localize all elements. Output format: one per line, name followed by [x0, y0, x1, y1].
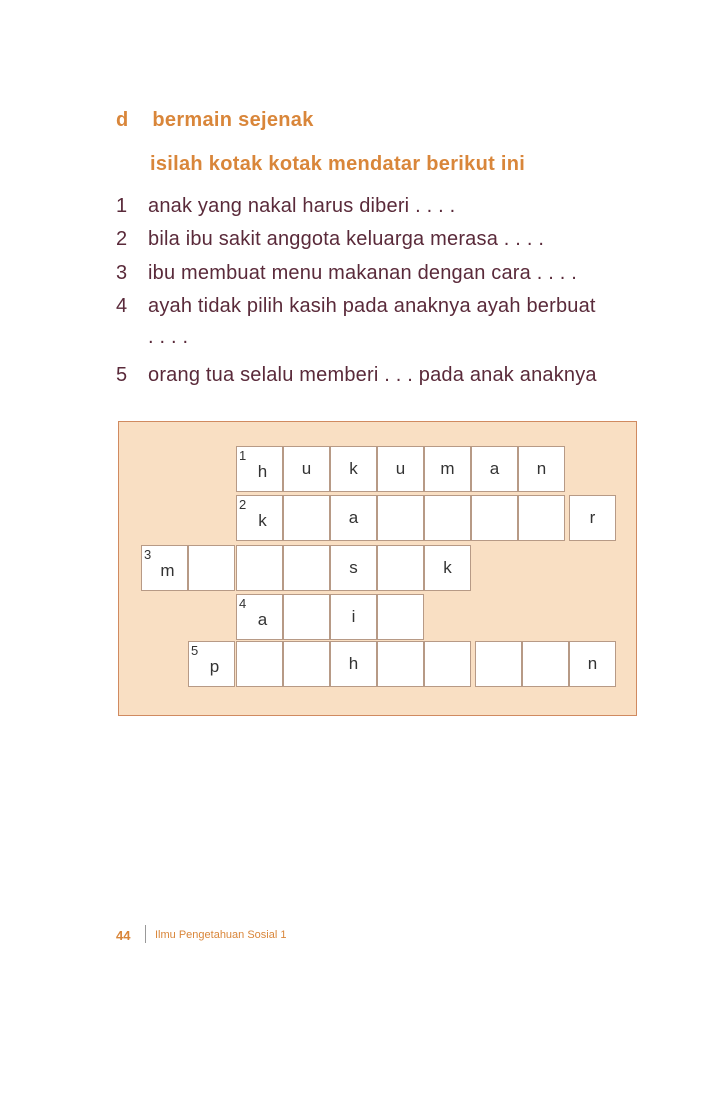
- question-text-continuation: . . . .: [148, 326, 189, 348]
- crossword-cell[interactable]: [518, 495, 565, 541]
- clue-number: 1: [239, 448, 247, 463]
- question-text: ayah tidak pilih kasih pada anaknya ayah berbuat: [148, 295, 596, 317]
- cell-letter: h: [348, 654, 359, 673]
- question-text: ibu membuat menu makanan dengan cara . . . .: [148, 262, 578, 284]
- crossword-cell[interactable]: [330, 545, 377, 591]
- section-heading: [116, 109, 314, 132]
- crossword-cell[interactable]: [569, 495, 616, 541]
- crossword-cell[interactable]: [283, 495, 330, 541]
- question-number: 2: [116, 228, 128, 250]
- crossword-cell[interactable]: [424, 545, 471, 591]
- cell-letter: a: [489, 459, 500, 478]
- crossword-cell[interactable]: [522, 641, 569, 687]
- cell-letter: u: [395, 459, 406, 478]
- question-number: 1: [116, 195, 128, 217]
- crossword-cell[interactable]: [471, 495, 518, 541]
- crossword-cell[interactable]: [283, 545, 330, 591]
- question-number: 4: [116, 295, 128, 317]
- crossword-cell[interactable]: [283, 641, 330, 687]
- cell-letter: k: [349, 459, 358, 478]
- crossword-cell[interactable]: [475, 641, 522, 687]
- crossword-cell[interactable]: [424, 641, 471, 687]
- crossword-cell[interactable]: [236, 594, 283, 640]
- cell-letter: m: [440, 459, 455, 478]
- question-text: anak yang nakal harus diberi . . . .: [148, 195, 456, 217]
- cell-letter: k: [443, 558, 452, 577]
- clue-number: 3: [144, 547, 152, 562]
- cell-letter: i: [351, 607, 356, 626]
- crossword-cell[interactable]: [330, 495, 377, 541]
- clue-number: 4: [239, 596, 247, 611]
- crossword-cell[interactable]: [377, 594, 424, 640]
- crossword-cell[interactable]: [569, 641, 616, 687]
- page-number: 44: [116, 928, 131, 943]
- crossword-panel: [118, 421, 637, 716]
- cell-letter: p: [209, 657, 220, 676]
- crossword-cell[interactable]: [424, 495, 471, 541]
- section-instruction: isilah kotak kotak mendatar berikut ini: [150, 153, 526, 175]
- crossword-cell[interactable]: [377, 446, 424, 492]
- crossword-cell[interactable]: [283, 594, 330, 640]
- crossword-cell[interactable]: [236, 545, 283, 591]
- cell-letter: r: [589, 508, 596, 527]
- section-letter: d: [116, 109, 129, 131]
- section-title: bermain sejenak: [152, 109, 314, 131]
- crossword-cell[interactable]: [377, 545, 424, 591]
- cell-letter: n: [536, 459, 547, 478]
- cell-letter: h: [257, 462, 268, 481]
- cell-letter: m: [160, 561, 175, 580]
- clue-number: 5: [191, 643, 199, 658]
- crossword-cell[interactable]: [236, 641, 283, 687]
- cell-letter: u: [301, 459, 312, 478]
- question-text: bila ibu sakit anggota keluarga merasa . . . .: [148, 228, 545, 250]
- cell-letter: k: [258, 511, 267, 530]
- clue-number: 2: [239, 497, 247, 512]
- crossword-cell[interactable]: [236, 495, 283, 541]
- cell-letter: n: [587, 654, 598, 673]
- crossword-cell[interactable]: [377, 641, 424, 687]
- crossword-cell[interactable]: [424, 446, 471, 492]
- crossword-cell[interactable]: [236, 446, 283, 492]
- book-title: Ilmu Pengetahuan Sosial 1: [155, 929, 287, 941]
- crossword-cell[interactable]: [330, 446, 377, 492]
- question-number: 3: [116, 262, 128, 284]
- crossword-cell[interactable]: [141, 545, 188, 591]
- cell-letter: a: [257, 610, 268, 629]
- crossword-cell[interactable]: [330, 641, 377, 687]
- crossword-cell[interactable]: [283, 446, 330, 492]
- crossword-cell[interactable]: [188, 641, 235, 687]
- cell-letter: s: [349, 558, 358, 577]
- crossword-cell[interactable]: [330, 594, 377, 640]
- cell-letter: a: [348, 508, 359, 527]
- crossword-cell[interactable]: [471, 446, 518, 492]
- crossword-cell[interactable]: [377, 495, 424, 541]
- question-number: 5: [116, 364, 128, 386]
- crossword-cell[interactable]: [518, 446, 565, 492]
- crossword-cell[interactable]: [188, 545, 235, 591]
- footer-divider: [145, 925, 146, 943]
- question-text: orang tua selalu memberi . . . pada anak anaknya: [148, 364, 597, 386]
